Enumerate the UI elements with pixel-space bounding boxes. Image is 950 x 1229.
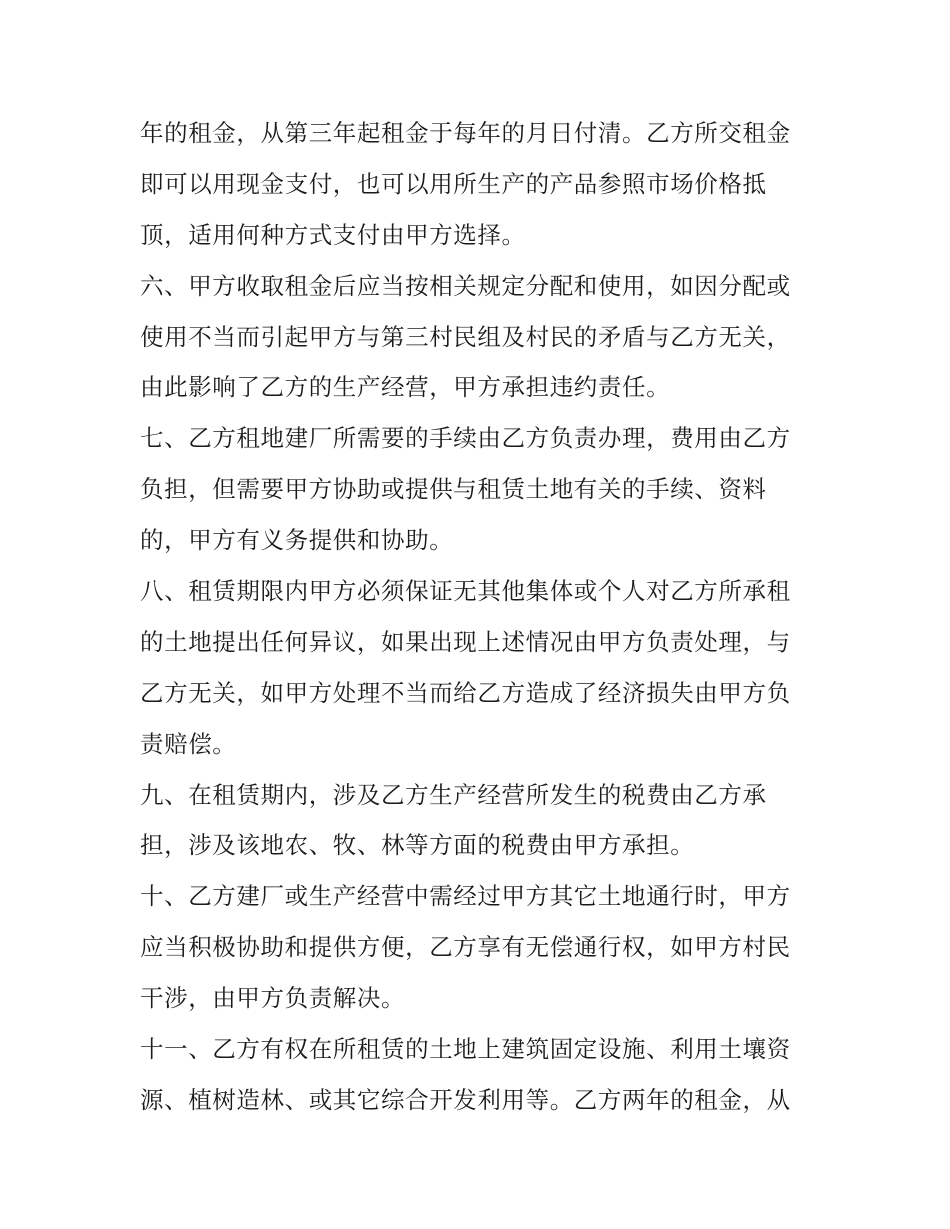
text-line: 十、乙方建厂或生产经营中需经过甲方其它土地通行时，甲方 [140, 882, 791, 911]
text-line: 责赔偿。 [140, 729, 237, 758]
text-line: 源、植树造林、或其它综合开发利用等。乙方两年的租金，从 [140, 1085, 791, 1114]
text-line: 七、乙方租地建厂所需要的手续由乙方负责办理，费用由乙方 [140, 424, 791, 453]
text-line: 由此影响了乙方的生产经营，甲方承担违约责任。 [140, 373, 671, 402]
text-line: 六、甲方收取租金后应当按相关规定分配和使用，如因分配或 [140, 271, 791, 300]
text-line: 十一、乙方有权在所租赁的土地上建筑固定设施、利用土壤资 [140, 1035, 791, 1064]
text-line: 的土地提出任何异议，如果出现上述情况由甲方负责处理，与 [140, 627, 791, 656]
text-line: 担，涉及该地农、牧、林等方面的税费由甲方承担。 [140, 831, 695, 860]
text-line: 九、在租赁期内，涉及乙方生产经营所发生的税费由乙方承 [140, 780, 767, 809]
text-line: 负担，但需要甲方协助或提供与租赁土地有关的手续、资料 [140, 475, 767, 504]
contract-body-text [140, 108, 830, 1126]
text-line: 干涉，由甲方负责解决。 [140, 984, 406, 1013]
text-line: 使用不当而引起甲方与第三村民组及村民的矛盾与乙方无关， [140, 322, 791, 351]
text-line: 乙方无关，如甲方处理不当而给乙方造成了经济损失由甲方负 [140, 678, 791, 707]
text-line: 顶，适用何种方式支付由甲方选择。 [140, 220, 526, 249]
text-line: 应当积极协助和提供方便，乙方享有无偿通行权，如甲方村民 [140, 933, 791, 962]
text-line: 即可以用现金支付，也可以用所生产的产品参照市场价格抵 [140, 169, 767, 198]
text-line: 年的租金，从第三年起租金于每年的月日付清。乙方所交租金 [140, 119, 791, 147]
text-line: 八、租赁期限内甲方必须保证无其他集体或个人对乙方所承租 [140, 577, 791, 606]
text-line: 的，甲方有义务提供和协助。 [140, 526, 454, 555]
